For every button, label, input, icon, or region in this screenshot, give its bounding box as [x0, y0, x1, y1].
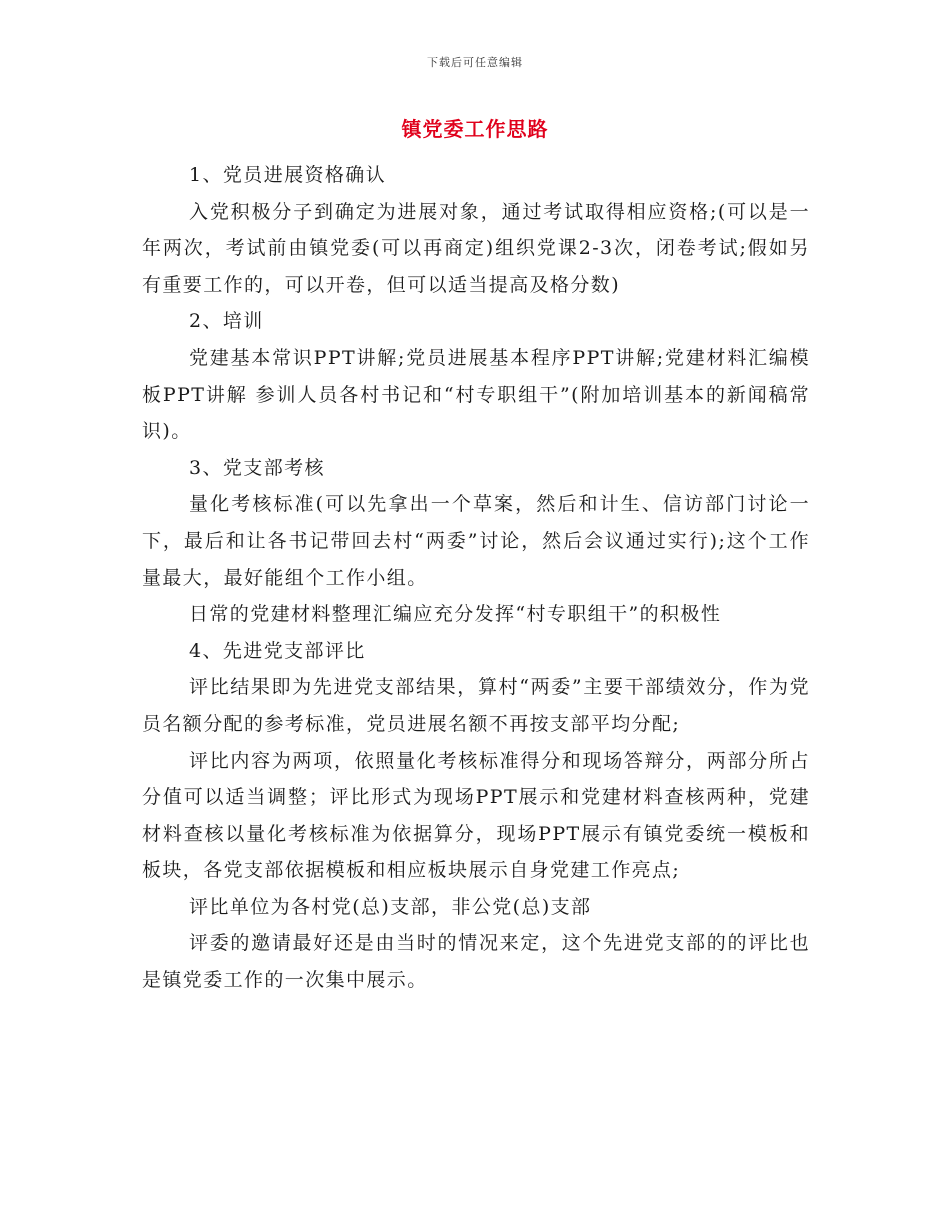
- paragraph: 量化考核标准(可以先拿出一个草案，然后和计生、信访部门讨论一下，最后和让各书记带回去村“两委”讨论，然后会议通过实行);这个工作量最大，最好能组个工作小组。: [142, 493, 810, 589]
- paragraph: 评比结果即为先进党支部结果，算村“两委”主要干部绩效分，作为党员名额分配的参考标准，党员进展名额不再按支部平均分配;: [142, 676, 810, 735]
- paragraph: 评比内容为两项，依照量化考核标准得分和现场答辩分，两部分所占分值可以适当调整；评比形式为现场PPT展示和党建材料查核两种，党建材料查核以量化考核标准为依据算分，现场PPT展示有镇党委统一模板和板块，各党支部依据模板和相应板块展示自身党建工作亮点;: [142, 749, 810, 882]
- paragraph: 评委的邀请最好还是由当时的情况来定，这个先进党支部的的评比也是镇党委工作的一次集中展示。: [142, 932, 810, 992]
- section-heading-4: 4、先进党支部评比: [189, 639, 366, 662]
- section-heading-1: 1、党员进展资格确认: [189, 164, 387, 186]
- document-title: 镇党委工作思路: [401, 117, 549, 141]
- document-body: [142, 157, 810, 999]
- paragraph: 入党积极分子到确定为进展对象，通过考试取得相应资格;(可以是一年两次，考试前由镇党委(可以再商定)组织党课2-3次，闭卷考试;假如另有重要工作的，可以开卷，但可以适当提高及格分数): [142, 200, 810, 296]
- paragraph: 党建基本常识PPT讲解;党员进展基本程序PPT讲解;党建材料汇编模板PPT讲解 参训人员各村书记和“村专职组干”(附加培训基本的新闻稿常识)。: [142, 346, 810, 443]
- section-heading-3: 3、党支部考核: [189, 456, 325, 479]
- header-note: 下载后可任意编辑: [427, 56, 523, 69]
- paragraph: 日常的党建材料整理汇编应充分发挥“村专职组干”的积极性: [189, 603, 722, 626]
- paragraph: 评比单位为各村党(总)支部，非公党(总)支部: [189, 895, 592, 918]
- section-heading-2: 2、培训: [189, 310, 264, 333]
